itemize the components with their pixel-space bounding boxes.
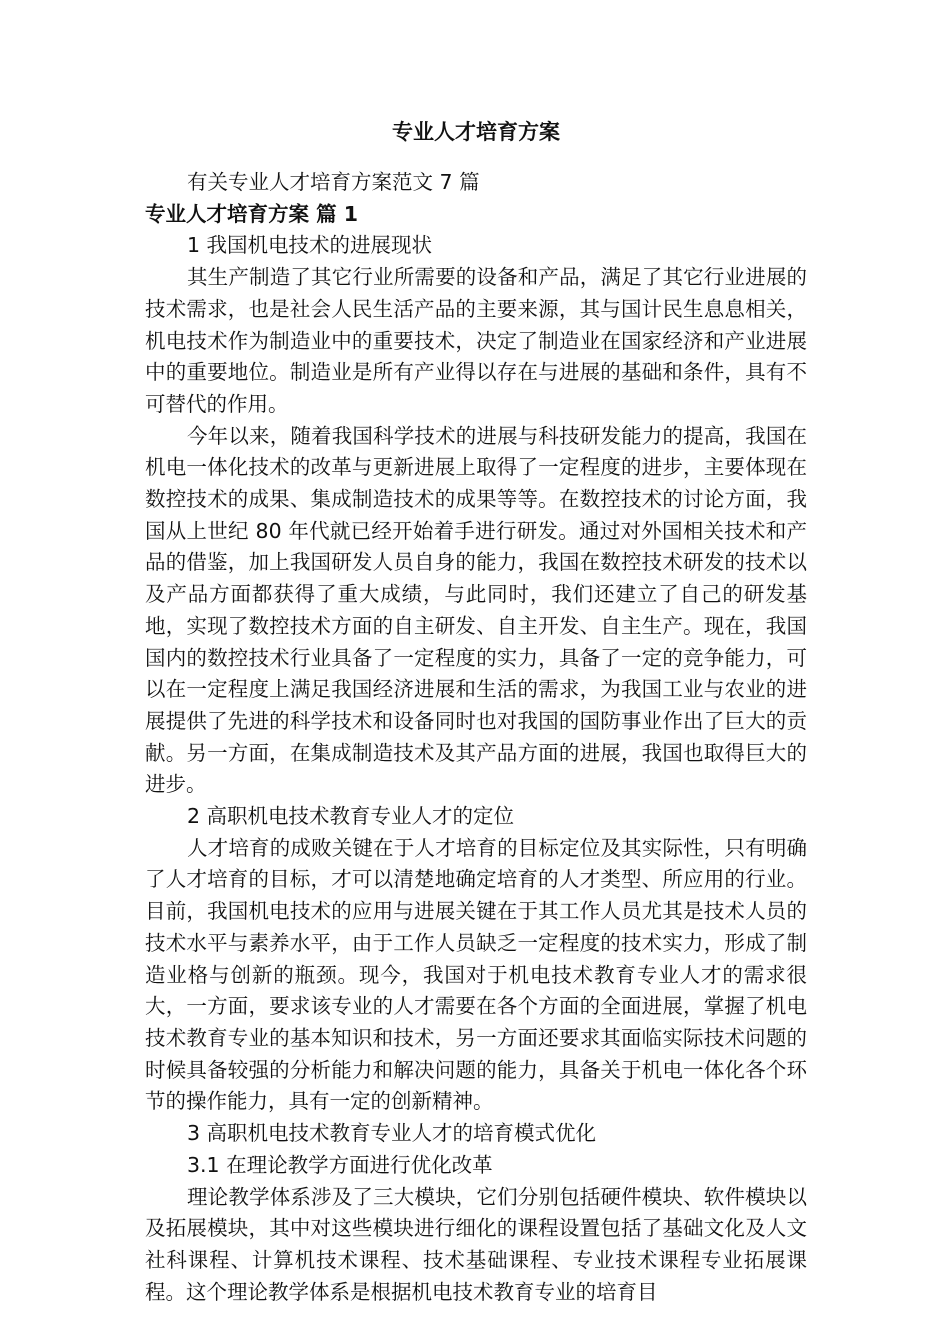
section-heading: 专业人才培育方案 篇 1 bbox=[145, 201, 359, 226]
sub-heading: 3.1 在理论教学方面进行优化改革 bbox=[187, 1152, 493, 1177]
paragraph: 其生产制造了其它行业所需要的设备和产品，满足了其它行业进展的技术需求，也是社会人民生活产品的主要来源，其与国计民生息息相关，机电技术作为制造业中的重要技术，决定了制造业在国家经济和产业进展中的重要地位。制造业是所有产业得以存在与进展的基础和条件，具有不可替代的作用。 bbox=[145, 265, 807, 416]
paragraph: 理论教学体系涉及了三大模块，它们分别包括硬件模块、软件模块以及拓展模块，其中对这些模块进行细化的课程设置包括了基础文化及人文社科课程、计算机技术课程、技术基础课程、专业技术课程专业拓展课程。这个理论教学体系是根据机电技术教育专业的培育目 bbox=[145, 1184, 807, 1304]
document-subtitle: 有关专业人才培育方案范文 7 篇 bbox=[187, 170, 480, 194]
paragraph: 今年以来，随着我国科学技术的进展与科技研发能力的提高，我国在机电一体化技术的改革与更新进展上取得了一定程度的进步，主要体现在数控技术的成果、集成制造技术的成果等等。在数控技术的讨论方面，我国从上世纪 80 年代就已经开始着手进行研发。通过对外国相关技术和产品的借鉴，加上我国研发人员自身的能力，我国在数控技术研发的技术以及产品方面都获得了重大成绩，与此同时，我们还建立了自己的研发基地，实现了数控技术方面的自主研发、自主开发、自主生产。现在，我国国内的数控技术行业具备了一定程度的实力，具备了一定的竞争能力，可以在一定程度上满足我国经济进展和生活的需求，为我国工业与农业的进展提供了先进的科学技术和设备同时也对我国的国防事业作出了巨大的贡献。另一方面，在集成制造技术及其产品方面的进展，我国也取得巨大的进步。 bbox=[145, 423, 807, 797]
paragraph: 人才培育的成败关键在于人才培育的目标定位及其实际性，只有明确了人才培育的目标，才可以清楚地确定培育的人才类型、所应用的行业。目前，我国机电技术的应用与进展关键在于其工作人员尤其是技术人员的技术水平与素养水平，由于工作人员缺乏一定程度的技术实力，形成了制造业格与创新的瓶颈。现今，我国对于机电技术教育专业人才的需求很大，一方面，要求该专业的人才需要在各个方面的全面进展，掌握了机电技术教育专业的基本知识和技术，另一方面还要求其面临实际技术问题的时候具备较强的分析能力和解决问题的能力，具备关于机电一体化各个环节的操作能力，具有一定的创新精神。 bbox=[145, 835, 807, 1114]
sub-heading: 2 高职机电技术教育专业人才的定位 bbox=[187, 804, 515, 829]
document-title: 专业人才培育方案 bbox=[392, 120, 560, 144]
sub-heading: 3 高职机电技术教育专业人才的培育模式优化 bbox=[187, 1121, 597, 1146]
document-page bbox=[145, 110, 807, 1308]
sub-heading: 1 我国机电技术的进展现状 bbox=[187, 233, 433, 258]
